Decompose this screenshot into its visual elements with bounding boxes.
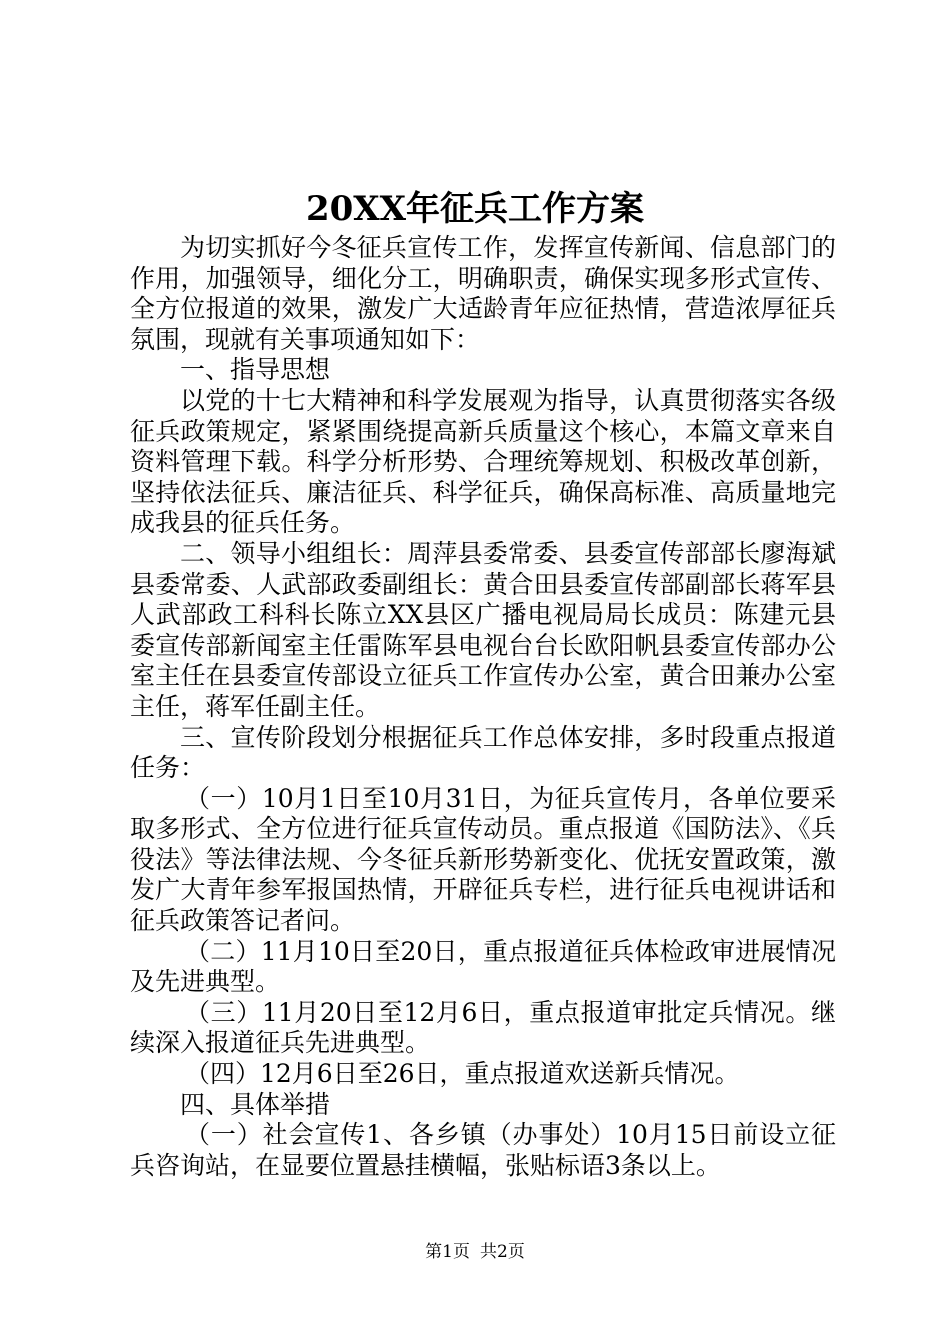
paragraph-publicity-stages: 三、宣传阶段划分根据征兵工作总体安排，多时段重点报道任务：	[130, 722, 836, 783]
paragraph-stage-4: （四）12月6日至26日，重点报道欢送新兵情况。	[185, 1059, 740, 1089]
page-total: 共2页	[480, 1242, 525, 1262]
paragraph-intro: 为切实抓好今冬征兵宣传工作，发挥宣传新闻、信息部门的作用，加强领导，细化分工，明确职责，确保实现多形式宣传、全方位报道的效果，激发广大适龄青年应征热情，营造浓厚征兵氛围，现就有关事项通知如下：	[130, 233, 836, 354]
document-body	[130, 233, 836, 1181]
paragraph-stage-3: （三）11月20日至12月6日，重点报道审批定兵情况。继续深入报道征兵先进典型。	[130, 997, 836, 1058]
page-footer	[0, 1240, 950, 1264]
page-number: 第1页	[425, 1242, 470, 1262]
section-heading-1: 一、指导思想	[180, 355, 331, 385]
paragraph-leadership-group: 二、领导小组组长：周萍县委常委、县委宣传部部长廖海斌县委常委、人武部政委副组长：黄合田县委宣传部副部长蒋军县人武部政工科科长陈立XX县区广播电视局局长成员：陈建元县委宣传部新闻室主任雷陈军县电视台台长欧阳帆县委宣传部办公室主任在县委宣传部设立征兵工作宣传办公室，黄合田兼办公室主任，蒋军任副主任。	[130, 538, 836, 721]
section-heading-4: 四、具体举措	[180, 1089, 331, 1119]
paragraph-guiding-thought: 以党的十七大精神和科学发展观为指导，认真贯彻落实各级征兵政策规定，紧紧围绕提高新兵质量这个核心，本篇文章来自资料管理下载。科学分析形势、合理统筹规划、积极改革创新，坚持依法征兵、廉洁征兵、科学征兵，确保高标准、高质量地完成我县的征兵任务。	[130, 385, 836, 538]
paragraph-stage-2: （二）11月10日至20日，重点报道征兵体检政审进展情况及先进典型。	[130, 936, 836, 997]
paragraph-stage-1: （一）10月1日至10月31日，为征兵宣传月，各单位要采取多形式、全方位进行征兵宣传动员。重点报道《国防法》、《兵役法》等法律法规、今冬征兵新形势新变化、优抚安置政策，激发广大青年参军报国热情，开辟征兵专栏，进行征兵电视讲话和征兵政策答记者问。	[130, 783, 836, 936]
paragraph-measures-1: （一）社会宣传1、各乡镇（办事处）10月15日前设立征兵咨询站，在显要位置悬挂横幅，张贴标语3条以上。	[130, 1120, 836, 1180]
document-title: 20XX年征兵工作方案	[305, 189, 645, 229]
